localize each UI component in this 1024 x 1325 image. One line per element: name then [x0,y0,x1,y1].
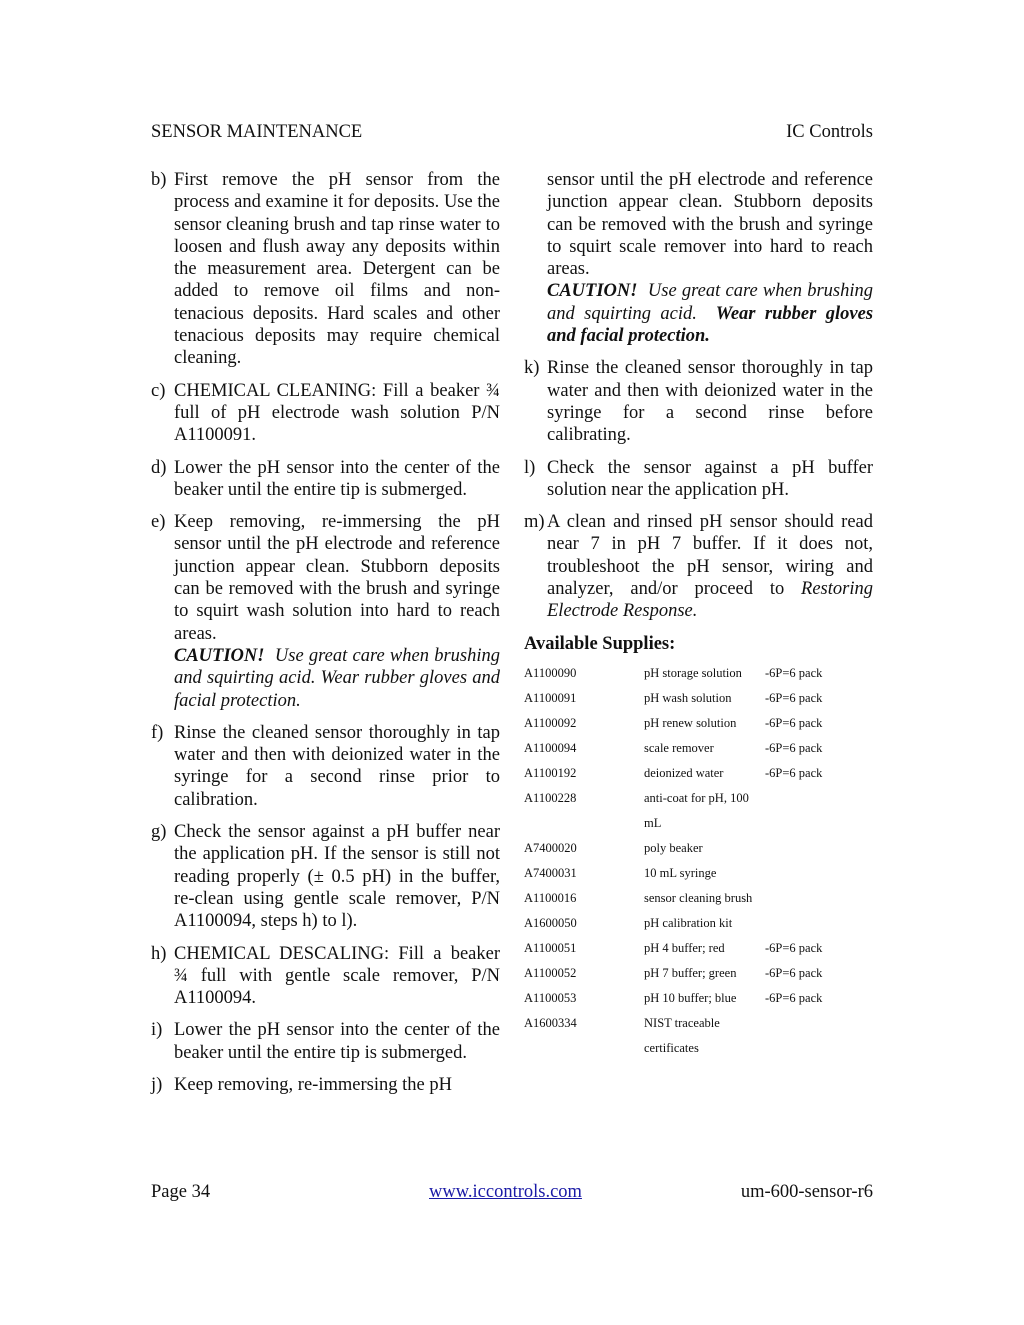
step-marker: b) [151,170,167,190]
supply-row [524,961,822,986]
supply-description: poly beaker [644,840,703,855]
supply-row [524,836,822,861]
step-k [524,357,873,446]
supply-row [524,936,822,961]
step-marker: e) [151,512,166,533]
supply-row [524,986,822,1011]
part-number: A1100016 [524,890,577,905]
pack-size [765,911,822,936]
step-b [151,169,500,370]
step-e [151,511,500,712]
pack-size: -6P=6 pack [765,740,823,755]
supply-row [524,761,822,786]
right-column [524,169,873,1061]
step-marker: d) [151,457,167,478]
step-text: CHEMICAL DESCALING: Fill a beaker ¾ full with gentle scale remover, P/N A1100094. [174,943,500,1009]
supply-row [524,661,822,686]
supply-description: pH 4 buffer; red [644,940,725,955]
part-number: A1100091 [524,690,577,705]
supply-row [524,786,822,836]
part-number: A1600334 [524,1015,577,1030]
supply-row [524,911,822,936]
step-text: A clean and rinsed pH sensor should read near 7 in pH 7 buffer. If it does not, troubleshoot the pH sensor, wiring and analyzer, and/or proceed to [547,512,873,600]
pack-size: -6P=6 pack [765,690,823,705]
caution-emphasis: Wear rubber gloves and facial protection. [547,303,874,347]
supply-row [524,886,822,911]
supply-description: pH renew solution [644,715,737,730]
step-text: Rinse the cleaned sensor thoroughly in tap water and then with deionized water in the syringe for a second rinse before calibrating. [547,358,873,446]
part-number: A1100051 [524,940,577,955]
supply-description: pH 7 buffer; green [644,965,737,980]
step-h [151,943,500,1010]
step-marker: g) [151,822,167,843]
step-l [524,457,873,502]
caution-text: Use great care when brushing and squirting acid. Wear rubber gloves and facial protection. [174,645,500,711]
section-reference: Restoring Electrode Response. [547,579,873,622]
part-number: A1100228 [524,790,577,805]
supply-row [524,1011,822,1061]
supply-row [524,686,822,711]
step-text: Keep removing, re-immersing the pH sensor until the pH electrode and reference junction appear clean. Stubborn deposits can be removed with the brush and syringe to squirt wash solution into hard to reach areas. [174,512,500,644]
step-text: Check the sensor against a pH buffer solution near the application pH. [547,457,873,500]
step-text: CHEMICAL CLEANING: Fill a beaker ¾ full of pH electrode wash solution P/N A1100091. [174,380,500,446]
part-number: A1100094 [524,740,577,755]
step-text: First remove the pH sensor from the process and examine it for deposits. Use the sensor cleaning brush and tap rinse water to loosen and flush away any deposits within the measurement area. Detergent can be added to remove oil films and non-tenacious deposits. Hard scales and other tenacious deposits may require chemical cleaning. [174,170,500,369]
supply-description: sensor cleaning brush [644,890,753,905]
step-j [151,1074,500,1096]
pack-size [765,836,822,861]
part-number: A1600050 [524,915,577,930]
supply-description: scale remover [644,740,714,755]
supply-row [524,861,822,886]
step-body [174,511,500,712]
step-marker: j) [151,1074,163,1095]
step-m [524,511,873,622]
part-number: A1100092 [524,715,577,730]
page-number: Page 34 [151,1182,211,1202]
pack-size: -6P=6 pack [765,965,823,980]
step-marker: i) [151,1020,163,1041]
caution-label: CAUTION! [547,281,638,302]
running-header-company: IC Controls [786,122,873,142]
caution-label: CAUTION! [174,645,265,666]
step-text: Lower the pH sensor into the center of the beaker until the entire tip is submerged. [174,457,500,500]
part-number: A1100053 [524,990,577,1005]
document-id: um-600-sensor-r6 [740,1182,873,1202]
supply-description: pH storage solution [644,665,742,680]
supply-description: pH wash solution [644,690,732,705]
part-number: A1100192 [524,765,577,780]
step-marker: h) [151,943,167,964]
step-j-continuation [524,169,873,347]
step-marker: k) [524,358,540,379]
supply-description: anti-coat for pH, 100 mL [644,790,749,830]
pack-size: -6P=6 pack [765,665,823,680]
caution-note [547,280,873,347]
step-g [151,821,500,932]
supplies-heading: Available Supplies: [524,633,676,654]
step-text: Keep removing, re-immersing the pH [174,1074,452,1095]
supply-description: pH 10 buffer; blue [644,990,737,1005]
part-number: A7400020 [524,840,577,855]
step-text: Check the sensor against a pH buffer near the application pH. If the sensor is still not reading properly (± 0.5 pH) in the buffer, re-clean using gentle scale remover, P/N A1100094, steps h) to l). [174,822,500,932]
pack-size: -6P=6 pack [765,715,823,730]
pack-size [765,1011,822,1061]
step-text: sensor until the pH electrode and reference junction appear clean. Stubborn deposits can be removed with the brush and syringe to squirt scale remover into hard to reach areas. [547,170,873,280]
pack-size: -6P=6 pack [765,990,823,1005]
part-number: A1100052 [524,965,577,980]
left-column [151,169,500,1106]
step-i [151,1019,500,1064]
step-f [151,722,500,811]
step-marker: f) [151,722,164,743]
step-text: Lower the pH sensor into the center of the beaker until the entire tip is submerged. [174,1020,500,1063]
supply-description: NIST traceable certificates [644,1015,720,1055]
pack-size: -6P=6 pack [765,940,823,955]
step-body [547,511,873,622]
supply-row [524,711,822,736]
supplies-table [524,661,822,1061]
supply-description: pH calibration kit [644,915,733,930]
caution-note [174,645,500,712]
website-link[interactable]: www.iccontrols.com [429,1182,582,1202]
pack-size [765,861,822,886]
supply-row [524,736,822,761]
step-marker: c) [151,380,166,401]
caution-text: Use great care when brushing and squirting acid. [547,281,873,324]
part-number: A7400031 [524,865,577,880]
step-c [151,380,500,447]
supply-description: deionized water [644,765,724,780]
pack-size [765,786,822,836]
pack-size: -6P=6 pack [765,765,823,780]
supply-description: 10 mL syringe [644,865,717,880]
pack-size [765,886,822,911]
running-header-title: SENSOR MAINTENANCE [151,122,363,142]
step-d [151,457,500,502]
step-text: Rinse the cleaned sensor thoroughly in tap water and then with deionized water in the syringe for a second rinse prior to calibration. [174,722,500,810]
part-number: A1100090 [524,665,577,680]
step-marker: l) [524,457,536,478]
step-marker: m) [524,512,545,533]
